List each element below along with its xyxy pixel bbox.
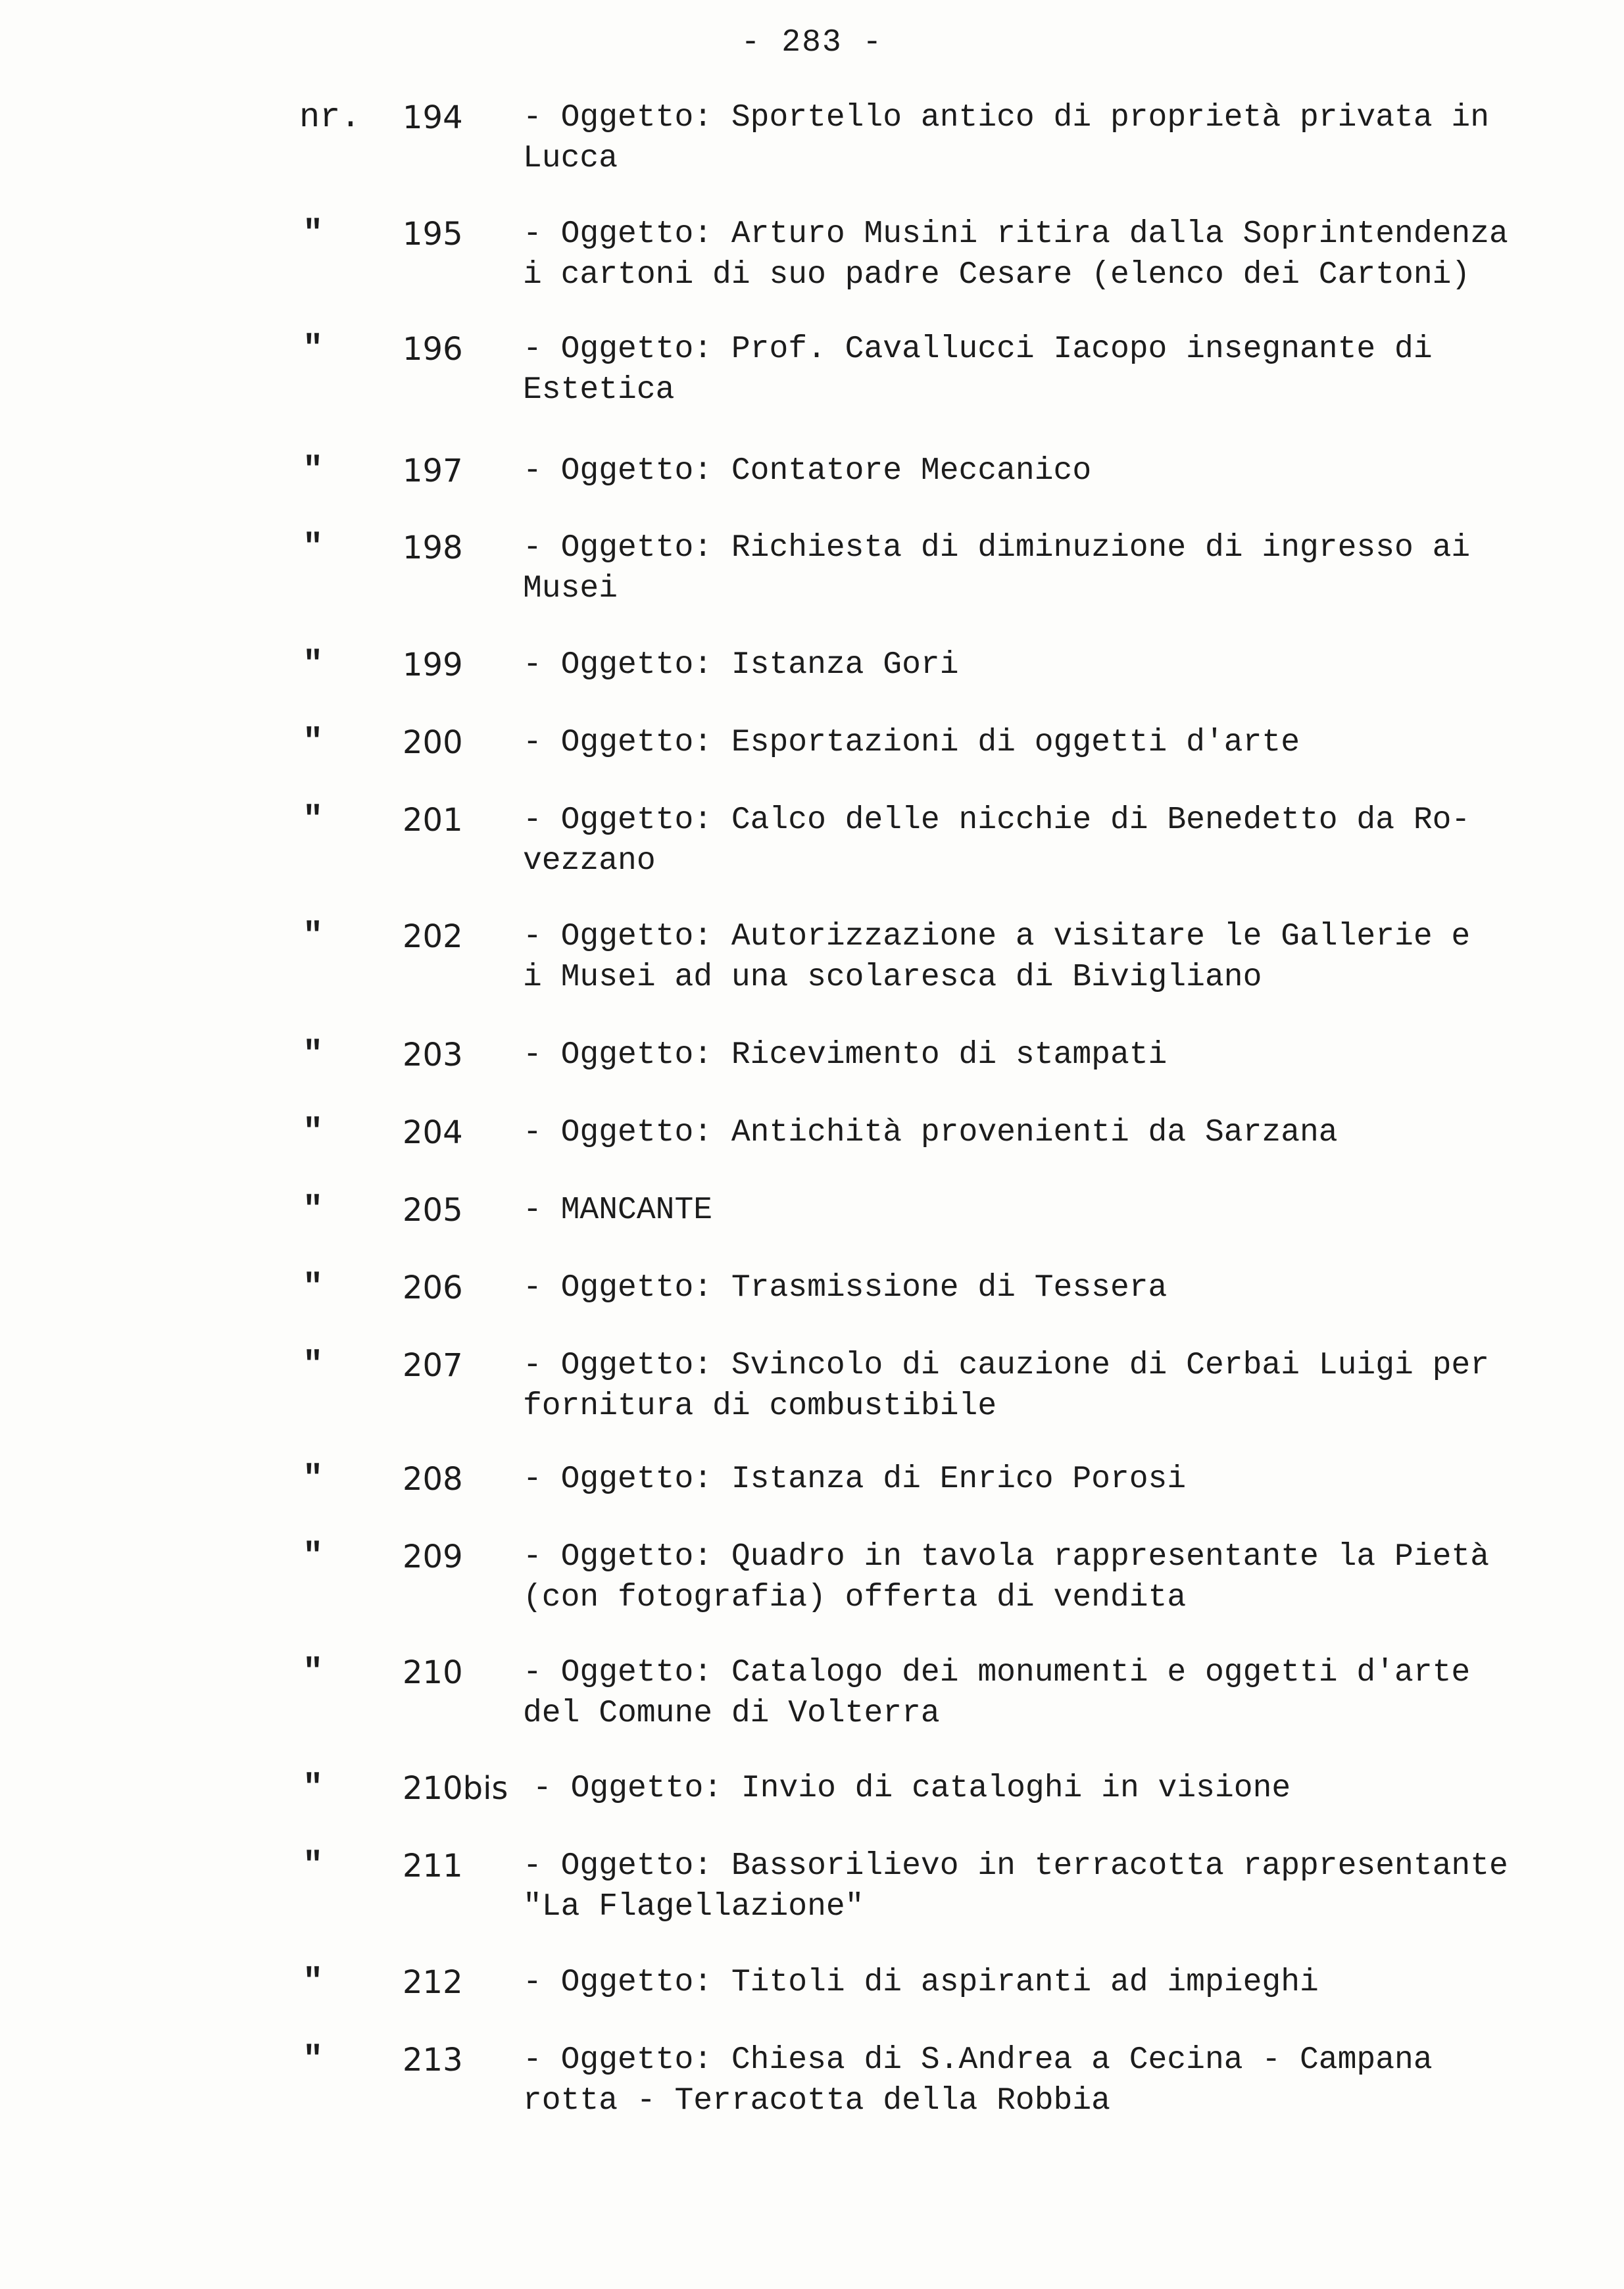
- entry-211: [0, 1846, 1624, 1938]
- entry-number: 196: [403, 331, 463, 368]
- entry-number: 212: [403, 1964, 463, 2001]
- entry-195: [0, 214, 1624, 306]
- entry-number: 210: [403, 1654, 463, 1691]
- entry-prefix: ": [303, 1769, 324, 1808]
- entry-text: [523, 1112, 1588, 1153]
- entry-text: [523, 1345, 1588, 1427]
- entry-number: 203: [403, 1037, 463, 1073]
- entry-prefix: ": [303, 1653, 324, 1692]
- entry-line-1: - Oggetto: Arturo Musini ritira dalla Soprintendenza: [523, 216, 1508, 252]
- entry-line-1: - Oggetto: Autorizzazione a visitare le Gallerie e: [523, 919, 1471, 954]
- entry-line-1: - Oggetto: Antichità provenienti da Sarzana: [523, 1115, 1338, 1150]
- entry-text: [523, 800, 1588, 881]
- entry-line-1: - Oggetto: Svincolo di cauzione di Cerbai Luigi per: [523, 1348, 1490, 1383]
- entry-prefix: ": [303, 723, 324, 762]
- entry-line-1: - Oggetto: Istanza Gori: [523, 647, 959, 683]
- entry-text: [523, 1190, 1588, 1231]
- entry-prefix: ": [303, 330, 324, 368]
- entry-text: [523, 1962, 1588, 2003]
- entry-number: 213: [403, 2042, 463, 2079]
- entry-line-2: Estetica: [523, 372, 675, 408]
- entry-prefix: ": [303, 528, 324, 567]
- entry-number: 199: [403, 647, 463, 683]
- entry-number: 194: [403, 99, 463, 136]
- entry-line-1: - Oggetto: Bassorilievo in terracotta rappresentante: [523, 1848, 1508, 1884]
- entry-207: [0, 1345, 1624, 1437]
- entry-line-1: - Oggetto: Calco delle nicchie di Benedetto da Ro-: [523, 802, 1471, 838]
- entry-210: [0, 1652, 1624, 1744]
- entry-line-2: rotta - Terracotta della Robbia: [523, 2083, 1110, 2119]
- entry-text: [523, 1268, 1588, 1308]
- entry-prefix: ": [303, 1537, 324, 1576]
- page-number: - 283 -: [741, 25, 883, 61]
- entry-201: [0, 800, 1624, 892]
- entry-text: [523, 214, 1588, 295]
- entry-line-2: i Musei ad una scolaresca di Bivigliano: [523, 960, 1262, 995]
- entry-text: [523, 1537, 1588, 1618]
- entry-number: 207: [403, 1347, 463, 1384]
- entry-prefix: nr.: [299, 98, 361, 137]
- entry-line-2: i cartoni di suo padre Cesare (elenco dei Cartoni): [523, 257, 1471, 293]
- entry-text: [523, 916, 1588, 998]
- entry-text: [523, 329, 1588, 410]
- entry-196: [0, 329, 1624, 421]
- entry-number: 198: [403, 529, 463, 566]
- entry-prefix: ": [303, 1460, 324, 1498]
- entry-line-1: - Oggetto: Ricevimento di stampati: [523, 1037, 1168, 1073]
- entry-number: 202: [403, 918, 463, 955]
- entry-line-2: Musei: [523, 571, 618, 606]
- entry-number: 195: [403, 216, 463, 253]
- entry-prefix: ": [303, 800, 324, 839]
- entry-line-1: - Oggetto: Titoli di aspiranti ad impieghi: [523, 1965, 1319, 2000]
- entry-line-1: - MANCANTE: [523, 1193, 713, 1228]
- entry-number: 205: [403, 1192, 463, 1229]
- entry-text: [523, 645, 1588, 685]
- entry-text: [523, 722, 1588, 763]
- entry-text: [523, 1035, 1588, 1075]
- entry-number: 211: [403, 1848, 463, 1884]
- entry-prefix: ": [303, 917, 324, 956]
- entry-prefix: ": [303, 1846, 324, 1885]
- entry-prefix: ": [303, 1963, 324, 2002]
- entry-number: 206: [403, 1269, 463, 1306]
- entry-prefix: ": [303, 645, 324, 684]
- entry-number: 209: [403, 1538, 463, 1575]
- entry-202: [0, 916, 1624, 1008]
- entry-prefix: ": [303, 1191, 324, 1229]
- entry-line-1: - Oggetto: Istanza di Enrico Porosi: [523, 1462, 1187, 1497]
- entry-prefix: ": [303, 2040, 324, 2079]
- entry-text: [523, 2040, 1588, 2121]
- entry-line-1: - Oggetto: Chiesa di S.Andrea a Cecina - Campana: [523, 2042, 1433, 2078]
- entry-prefix: ": [303, 1035, 324, 1074]
- entry-194: [0, 97, 1624, 189]
- entry-line-2: del Comune di Volterra: [523, 1696, 940, 1731]
- entry-prefix: ": [303, 1268, 324, 1307]
- entry-209: [0, 1537, 1624, 1629]
- entry-line-1: - Oggetto: Sportello antico di proprietà privata in: [523, 100, 1490, 135]
- entry-number: 201: [403, 802, 463, 839]
- entry-text: [523, 1846, 1588, 1927]
- entry-line-2: fornitura di combustibile: [523, 1389, 997, 1424]
- entry-line-1: - Oggetto: Quadro in tavola rappresentante la Pietà: [523, 1539, 1490, 1575]
- entry-prefix: ": [303, 1346, 324, 1385]
- entry-prefix: ": [303, 214, 324, 253]
- entry-text: [523, 451, 1588, 491]
- entry-number: 210bis: [403, 1770, 508, 1807]
- entry-text: [523, 1459, 1588, 1500]
- entry-number: 197: [403, 453, 463, 489]
- entry-prefix: ": [303, 451, 324, 490]
- entry-line-1: - Oggetto: Esportazioni di oggetti d'arte: [523, 725, 1300, 760]
- entry-198: [0, 528, 1624, 620]
- entry-line-2: Lucca: [523, 141, 618, 176]
- entry-number: 208: [403, 1461, 463, 1498]
- entry-line-1: - Oggetto: Trasmissione di Tessera: [523, 1270, 1168, 1306]
- entry-text: [533, 1768, 1598, 1809]
- entry-text: [523, 528, 1588, 609]
- entry-text: [523, 97, 1588, 179]
- entry-text: [523, 1652, 1588, 1734]
- entry-line-1: - Oggetto: Contatore Meccanico: [523, 453, 1092, 489]
- entry-number: 204: [403, 1114, 463, 1151]
- entry-213: [0, 2040, 1624, 2132]
- entry-line-1: - Oggetto: Richiesta di diminuzione di ingresso ai: [523, 530, 1471, 566]
- entry-line-2: (con fotografia) offerta di vendita: [523, 1580, 1187, 1615]
- entry-line-2: "La Flagellazione": [523, 1889, 864, 1925]
- entry-line-1: - Oggetto: Invio di cataloghi in visione: [533, 1771, 1291, 1806]
- entry-prefix: ": [303, 1113, 324, 1152]
- entry-line-2: vezzano: [523, 843, 656, 879]
- entry-number: 200: [403, 724, 463, 761]
- entry-line-1: - Oggetto: Prof. Cavallucci Iacopo insegnante di: [523, 332, 1433, 367]
- entry-line-1: - Oggetto: Catalogo dei monumenti e oggetti d'arte: [523, 1655, 1471, 1690]
